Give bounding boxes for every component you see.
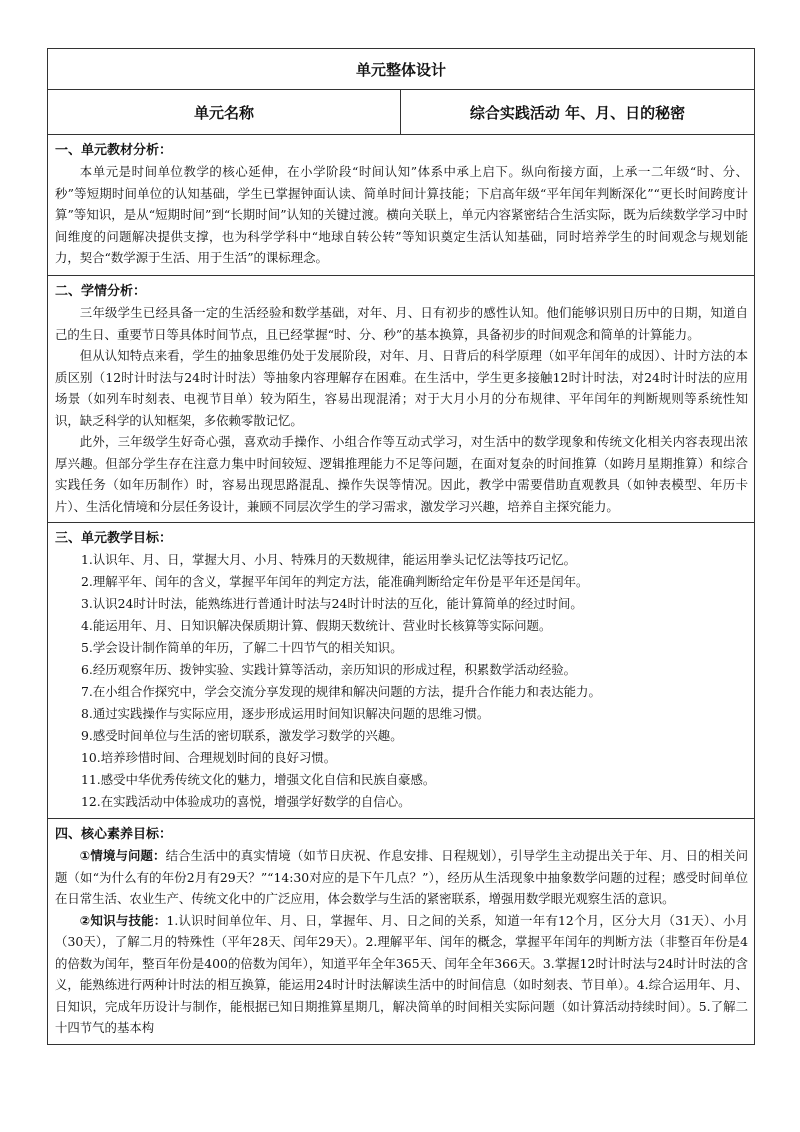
paragraph (55, 910, 748, 1039)
lead-label: ①情境与问题： (79, 848, 166, 863)
goal-item: 2.理解平年、闰年的含义，掌握平年闰年的判定方法，能准确判断给定年份是平年还是闰年。 (81, 574, 589, 589)
unit-name-value: 综合实践活动 年、月、日的秘密 (401, 90, 755, 135)
paragraph: 但从认知特点来看，学生的抽象思维仍处于发展阶段，对年、月、日背后的科学原理（如平年闰年的成因）、计时方法的本质区别（12时计时法与24时计时法）等抽象内容理解存在困难。在生活中，学生更多接触12时计时法，对24时计时法的应用场景（如列车时刻表、电视节目单）较为陌生，容易出现混淆；对于大月小月的分布规律、平年闰年的判断规则等系统性知识，缺乏科学的认知框架，多依赖零散记忆。 (55, 348, 749, 428)
section-heading: 四、核心素养目标： (55, 827, 173, 842)
section-heading: 三、单元教学目标： (55, 531, 173, 546)
goal-item: 4.能运用年、月、日知识解决保质期计算、假期天数统计、营业时长核算等实际问题。 (81, 618, 552, 633)
paragraph: 三年级学生已经具备一定的生活经验和数学基础，对年、月、日有初步的感性认知。他们能够识别日历中的日期，知道自己的生日、重要节日等具体时间节点，且已经掌握“时、分、秒”的基本换算，具备初步的时间观念和简单的计算能力。 (55, 305, 749, 342)
goal-item: 9.感受时间单位与生活的密切联系，激发学习数学的兴趣。 (81, 728, 403, 743)
section-heading: 一、单元教材分析： (55, 143, 173, 158)
paragraph (55, 845, 748, 910)
lead-label: ②知识与技能： (79, 912, 167, 928)
paragraph: 此外，三年级学生好奇心强，喜欢动手操作、小组合作等互动式学习，对生活中的数学现象和传统文化相关内容表现出浓厚兴趣。但部分学生存在注意力集中时间较短、逻辑推理能力不足等问题，在面对复杂的时间推算（如跨月星期推算）和综合实践任务（如年历制作）时，容易出现思路混乱、操作失误等情况。因此，教学中需要借助直观教具（如钟表模型、年历卡片）、生活化情境和分层任务设计，兼顾不同层次学生的学习需求，激发学习兴趣，培养自主探究能力。 (55, 434, 749, 514)
paragraph: 本单元是时间单位教学的核心延伸，在小学阶段“时间认知”体系中承上启下。纵向衔接方面，上承一二年级“时、分、秒”等短期时间单位的认知基础，学生已掌握钟面认读、简单时间计算技能；下启高年级“平年闰年判断深化”“更长时间跨度计算”等知识，是从“短期时间”到“长期时间”认知的关键过渡。横向关联上，单元内容紧密结合生活实际，既为后续数学学习中时间维度的问题解决提供支撑，也为科学学科中“地球自转公转”等知识奠定生活认知基础，同时培养学生的时间观念与规划能力，契合“数学源于生活、用于生活”的课标理念。 (55, 164, 749, 265)
goal-item: 5.学会设计制作简单的年历，了解二十四节气的相关知识。 (81, 640, 403, 655)
goal-item: 8.通过实践操作与实际应用，逐步形成运用时间知识解决问题的思维习惯。 (81, 706, 490, 721)
section-teaching-goals (48, 523, 755, 819)
unit-name-label: 单元名称 (48, 90, 401, 135)
goal-item: 6.经历观察年历、拨钟实验、实践计算等活动，亲历知识的形成过程，积累数学活动经验。 (81, 662, 577, 677)
goal-item: 11.感受中华优秀传统文化的魅力，增强文化自信和民族自豪感。 (81, 772, 436, 787)
goal-item: 1.认识年、月、日，掌握大月、小月、特殊月的天数规律，能运用拳头记忆法等技巧记忆。 (81, 552, 577, 567)
paragraph-text: 结合生活中的真实情境（如节日庆祝、作息安排、日程规划），引导学生主动提出关于年、月、日的相关问题（如“为什么有的年份2月有29天？”“14:30对应的是下午几点？”），经历从生活现象中抽象数学问题的过程；感受时间单位在日常生活、农业生产、传统文化中的广泛应用，体会数学与生活的紧密联系，增强用数学眼光观察生活的意识。 (55, 848, 749, 906)
section-core-literacy (48, 819, 755, 1045)
goal-item: 7.在小组合作探究中，学会交流分享发现的规律和解决问题的方法，提升合作能力和表达能力。 (81, 684, 601, 699)
goal-item: 10.培养珍惜时间、合理规划时间的良好习惯。 (81, 750, 337, 765)
design-table (47, 48, 755, 1045)
goal-item: 3.认识24时计时法，能熟练进行普通计时法与24时计时法的互化，能计算简单的经过时间。 (81, 596, 583, 611)
document-page (47, 48, 754, 1045)
section-heading: 二、学情分析： (55, 284, 147, 299)
paragraph-text: 1.认识时间单位年、月、日，掌握年、月、日之间的关系，知道一年有12个月，区分大月（31天）、小月（30天），了解二月的特殊性（平年28天、闰年29天）。2.理解平年、闰年的概念，掌握平年闰年的判断方法（非整百年份是4的倍数为闰年，整百年份是400的倍数为闰年），知道平年全年365天、闰年全年366天。3.掌握12时计时法与24时计时法的含义，能熟练进行两种计时法的相互换算，能运用24时计时法解读生活中的时间信息（如时刻表、节目单）。4.综合运用年、月、日知识，完成年历设计与制作，能根据已知日期推算星期几，解决简单的时间相关实际问题（如计算活动持续时间）。5.了解二十四节气的基本构 (55, 912, 749, 1035)
goal-item: 12.在实践活动中体验成功的喜悦，增强学好数学的自信心。 (81, 794, 411, 809)
section-material-analysis (48, 135, 755, 276)
section-student-analysis (48, 276, 755, 523)
table-title: 单元整体设计 (48, 49, 755, 90)
